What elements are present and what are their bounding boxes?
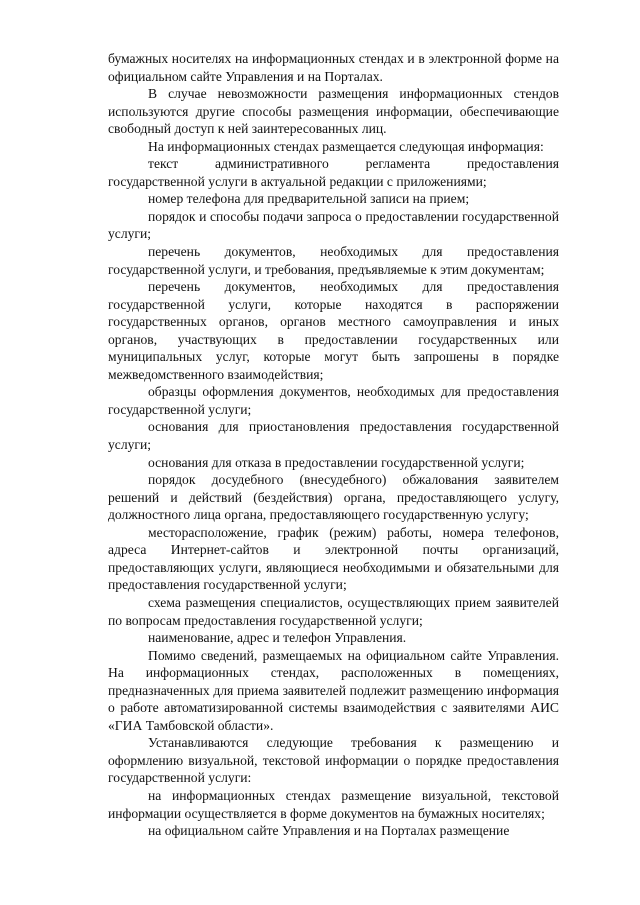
paragraph-alternative-methods: В случае невозможности размещения информационных стендов используются другие способы размещения информации, обеспечивающие свободный доступ к ней заинтересованных лиц. <box>108 86 559 137</box>
list-item-documents-list: перечень документов, необходимых для предоставления государственной услуги, и требования, предъявляемые к этим документам; <box>108 244 559 277</box>
list-item-refusal-grounds: основания для отказа в предоставлении государственной услуги; <box>148 454 525 470</box>
document-body <box>108 50 559 840</box>
list-item-request-procedure: порядок и способы подачи запроса о предоставлении государственной услуги; <box>108 208 559 242</box>
paragraph-stand-info-intro: На информационных стендах размещается следующая информация: <box>148 138 544 154</box>
list-item-organization-contacts: месторасположение, график (режим) работы, номера телефонов, адреса Интернет-сайтов и электронной почты организаций, предоставляющих услуги, являющиеся необходимыми и обязательными для предоставления государственной услуги; <box>108 524 559 593</box>
list-item-department-address: наименование, адрес и телефон Управления. <box>148 630 407 646</box>
list-item-suspension-grounds: основания для приостановления предоставления государственной услуги; <box>108 419 559 453</box>
paragraph-requirements-intro: Устанавливаются следующие требования к размещению и оформлению визуальной, текстовой информации о порядке предоставления государственной услуги: <box>108 735 559 786</box>
list-item-regulation-text: текст административного регламента предоставления государственной услуги в актуальной редакции с приложениями; <box>108 156 559 189</box>
list-item-stand-requirements: на информационных стендах размещение визуальной, текстовой информации осуществляется в форме документов на бумажных носителях; <box>108 787 559 821</box>
list-item-phone-number: номер телефона для предварительной записи на прием; <box>148 191 470 207</box>
paragraph-ais-information: Помимо сведений, размещаемых на официальном сайте Управления. На информационных стендах, расположенных в помещениях, предназначенных для приема заявителей подлежит размещению информация о работе автоматизированной системы взаимодействия с заявителями АИС «ГИА Тамбовской области». <box>108 647 559 733</box>
list-item-interagency-documents: перечень документов, необходимых для предоставления государственной услуги, которые находятся в распоряжении государственных органов, органов местного самоуправления и иных органов, участвующих в предоставлении государственных или муниципальных услуг, которые могут быть запрошены в порядке межведомственного взаимодействия; <box>108 279 559 382</box>
list-item-appeal-procedure: порядок досудебного (внесудебного) обжалования заявителем решений и действий (бездействия) органа, предоставляющего услугу, должностного лица органа, предоставляющего государственную услугу; <box>108 472 559 523</box>
list-item-document-samples: образцы оформления документов, необходимых для предоставления государственной услуги; <box>108 384 559 417</box>
list-item-specialists-scheme: схема размещения специалистов, осуществляющих прием заявителей по вопросам предоставления государственной услуги; <box>108 594 559 628</box>
paragraph-continuation: бумажных носителях на информационных стендах и в электронной форме на официальном сайте Управления и на Порталах. <box>108 51 559 84</box>
list-item-site-requirements: на официальном сайте Управления и на Порталах размещение <box>148 823 510 839</box>
